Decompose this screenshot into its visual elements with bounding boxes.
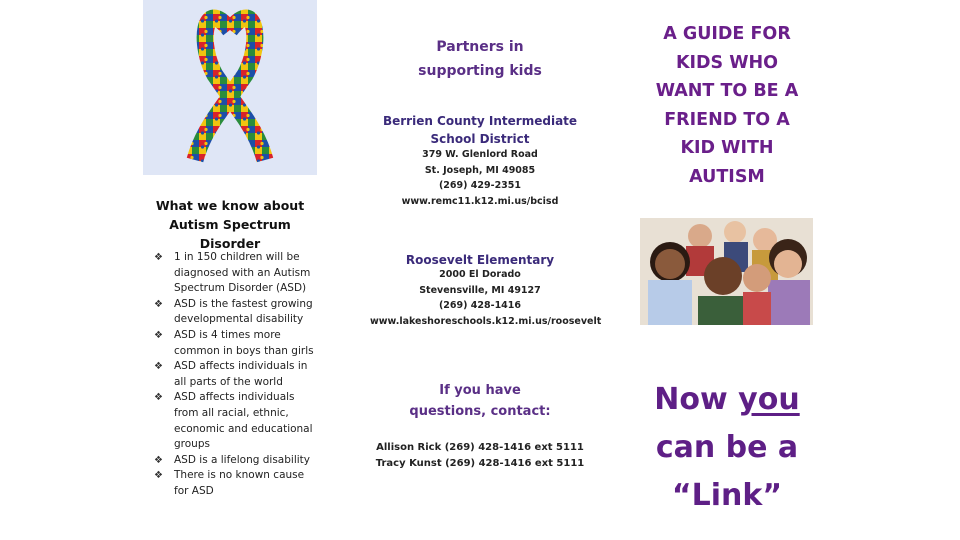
asd-fact-line: There is no known cause: [174, 469, 305, 482]
partners-title-line2: supporting kids: [418, 63, 542, 79]
asd-fact-line: ASD affects individuals in: [174, 360, 308, 373]
org1-name: [370, 112, 590, 148]
kids-group-photo: [640, 218, 813, 325]
org1-name-line1: Berrien County Intermediate: [382, 114, 578, 128]
autism-ribbon-image: [143, 0, 317, 175]
asd-fact-line: diagnosed with an Autism: [174, 266, 311, 279]
org2-address2: Stevensville, MI 49127: [419, 284, 541, 296]
you-word: you: [738, 382, 800, 417]
org1-address1: 379 W. Glenlord Road: [422, 149, 538, 160]
guide-title-line: WANT TO BE A: [655, 81, 799, 102]
asd-heading-line1: What we know about: [155, 198, 305, 213]
contacts-list: [370, 440, 590, 472]
org1-address2: St. Joseph, MI 49085: [424, 164, 536, 176]
diamond-bullet-icon: ❖: [154, 252, 163, 263]
org1-website-link[interactable]: www.remc11.k12.mi.us/bcisd: [401, 195, 559, 207]
diamond-bullet-icon: ❖: [154, 392, 163, 404]
asd-fact-line: from all racial, ethnic,: [174, 406, 289, 419]
guide-title-line: A GUIDE FOR: [663, 24, 791, 44]
guide-title-line: FRIEND TO A: [664, 109, 790, 130]
asd-fact-item: [154, 453, 324, 469]
asd-fact-line: ASD is the fastest growing: [174, 297, 313, 310]
contact-heading-line2: questions, contact:: [409, 404, 551, 419]
asd-fact-item: [154, 359, 324, 390]
asd-fact-line: 1 in 150 children will be: [174, 251, 300, 263]
asd-fact-line: ASD is 4 times more: [174, 328, 281, 341]
asd-fact-line: economic and educational: [174, 422, 313, 435]
diamond-bullet-icon: ❖: [154, 361, 163, 373]
asd-fact-line: Spectrum Disorder (ASD): [174, 282, 307, 295]
asd-heading-line2: Autism Spectrum Disorder: [169, 217, 291, 251]
diamond-bullet-icon: ❖: [154, 329, 163, 341]
middle-panel: [370, 0, 602, 540]
guide-title-line: KID WITH: [680, 138, 774, 159]
asd-fact-line: common in boys than girls: [174, 344, 314, 357]
guide-title-line: AUTISM: [689, 166, 765, 187]
contact-heading-line1: If you have: [439, 383, 521, 398]
now-line2: can be a: [655, 430, 799, 465]
diamond-bullet-icon: ❖: [154, 454, 163, 466]
diamond-bullet-icon: ❖: [154, 298, 163, 310]
asd-fact-item: [154, 297, 324, 328]
asd-facts-list: [154, 250, 324, 500]
contact-item: Tracy Kunst (269) 428-1416 ext 5111: [375, 458, 585, 469]
guide-title: [632, 20, 822, 192]
now-word: Now: [654, 382, 739, 417]
org2-address1: 2000 El Dorado: [439, 269, 521, 280]
asd-fact-line: groups: [174, 438, 210, 451]
children-photo-icon: [640, 218, 813, 325]
asd-fact-line: developmental disability: [174, 313, 304, 326]
now-line3: “Link”: [671, 478, 783, 513]
asd-fact-item: [154, 468, 324, 499]
contact-item: Allison Rick (269) 428-1416 ext 5111: [376, 442, 584, 453]
puzzle-ribbon-icon: [143, 0, 317, 175]
asd-fact-line: for ASD: [174, 484, 214, 497]
org2-name: Roosevelt Elementary: [405, 253, 555, 267]
partners-title: [370, 35, 590, 83]
diamond-bullet-icon: ❖: [154, 470, 163, 482]
now-you-can-be-a-link: [632, 376, 822, 520]
asd-heading: [140, 196, 320, 253]
asd-fact-item: [154, 390, 324, 452]
asd-fact-item: [154, 250, 324, 297]
left-panel: [140, 0, 320, 540]
asd-fact-line: ASD is a lifelong disability: [174, 453, 310, 466]
right-panel: [632, 0, 822, 540]
org1-phone: (269) 429-2351: [438, 180, 522, 191]
org1-name-line2: School District: [430, 132, 530, 146]
contact-heading: [370, 380, 590, 422]
asd-fact-line: all parts of the world: [174, 375, 283, 388]
org2-phone: (269) 428-1416: [438, 300, 522, 311]
now-line1: [632, 376, 822, 424]
org2-website-link[interactable]: www.lakeshoreschools.k12.mi.us/roosevelt: [370, 315, 602, 327]
asd-fact-line: ASD affects individuals: [174, 391, 295, 404]
asd-fact-item: [154, 328, 324, 359]
org2-contact-block: [370, 267, 602, 329]
guide-title-line: KIDS WHO: [675, 52, 779, 73]
partners-title-line1: Partners in: [436, 39, 524, 55]
org1-contact-block: [370, 147, 590, 209]
